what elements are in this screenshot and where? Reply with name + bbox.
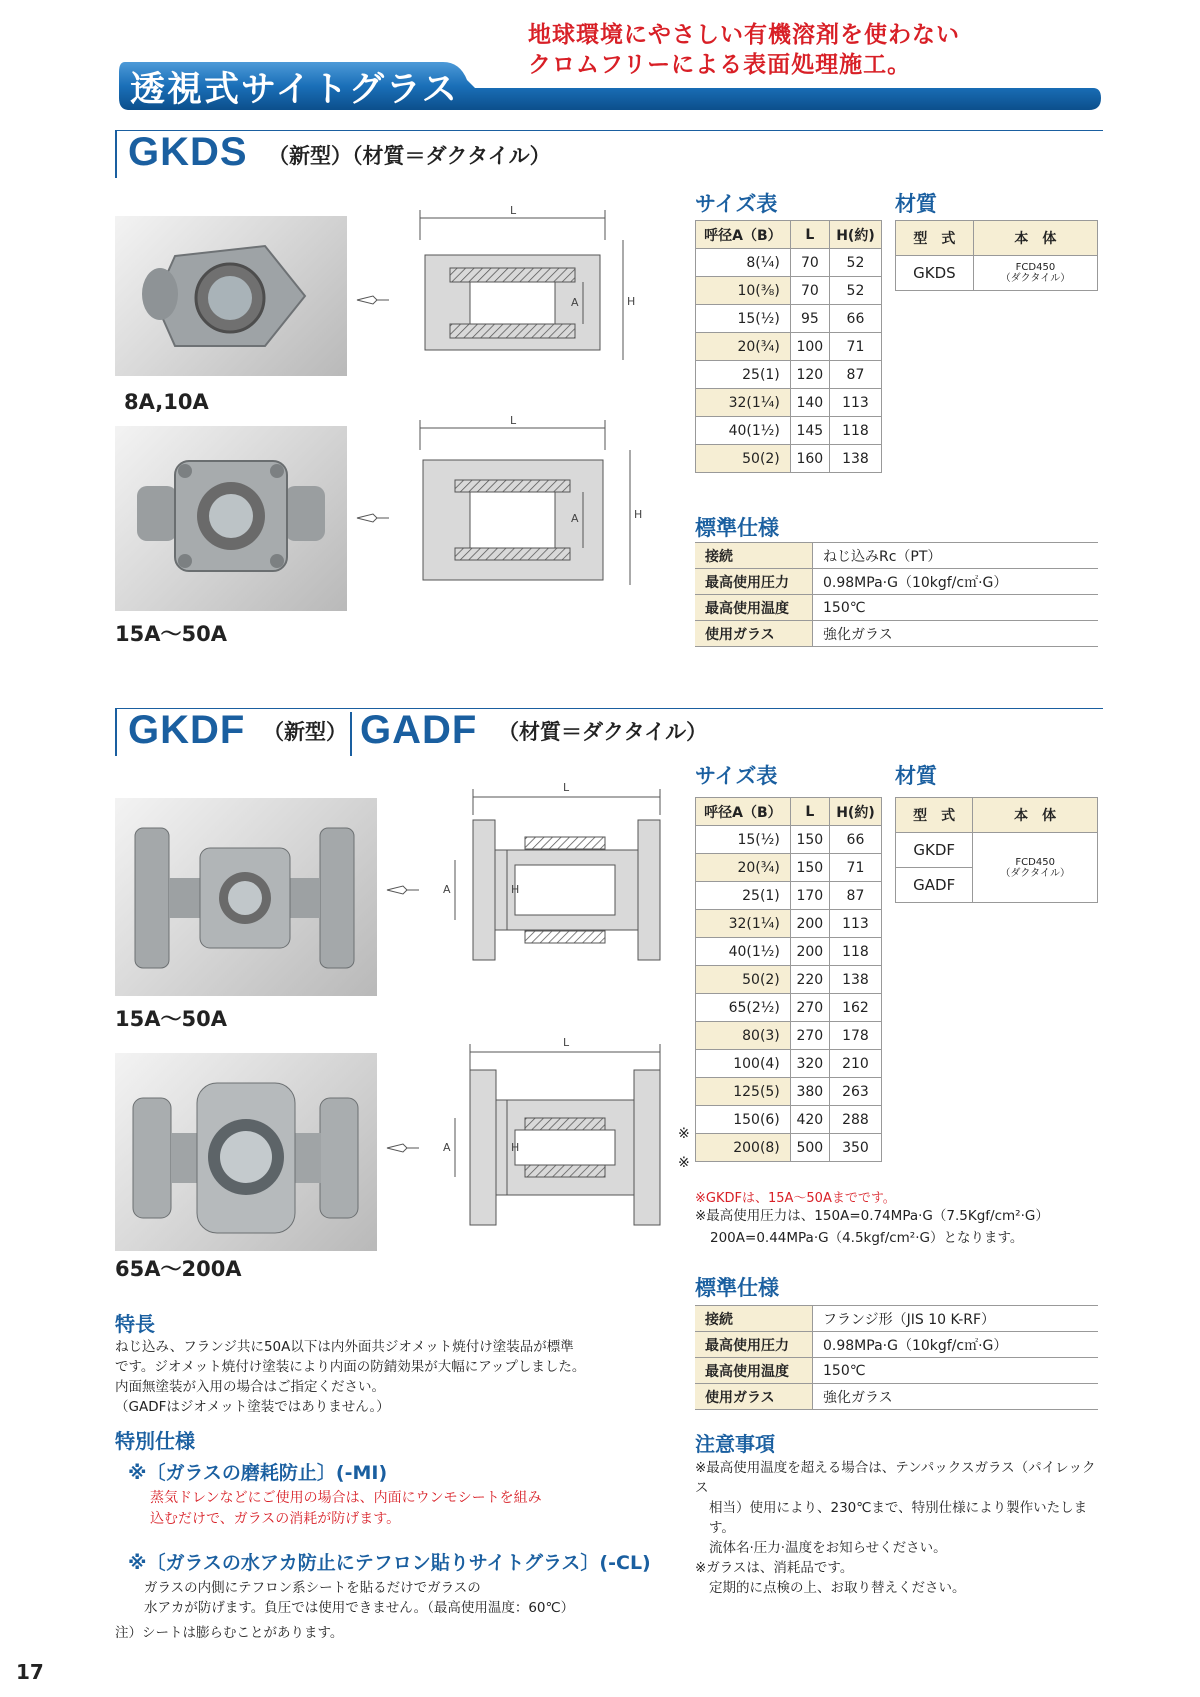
svg-text:L: L (510, 414, 517, 427)
material-model: GKDS (896, 256, 974, 291)
col-header: H(約) (829, 221, 881, 249)
special-title: 特別仕様 (115, 1429, 195, 1453)
table-row: 40(1½) 200 118 (696, 938, 882, 966)
gadf-model: GADF (360, 708, 478, 752)
gkds-photo1-label: 8A,10A (124, 390, 209, 414)
features-text: ねじ込み、フランジ共に50A以下は内外面共ジオメット焼付け塗装品が標準 です。ジオメット焼付け塗装により内面の防錆効果が大幅にアップしました。 内面無塗装が入用の場合はご指定ください。 （GADFはジオメット塗装ではありません。） (115, 1339, 586, 1415)
table-row: 200(8) 500 350 (696, 1134, 882, 1162)
gkdf-spec-title: 標準仕様 (695, 1276, 779, 1300)
material-model-gadf: GADF (896, 868, 973, 903)
table-row: 80(3) 270 178 (696, 1022, 882, 1050)
svg-text:L: L (563, 781, 570, 794)
spec-row: 接続 フランジ形（JIS 10 K-RF） (695, 1306, 1098, 1332)
col-header: 呼径A（B） (696, 221, 791, 249)
col-header: 型 式 (896, 798, 973, 833)
spec-row: 使用ガラス 強化ガラス (695, 1384, 1098, 1410)
special1-text: 蒸気ドレンなどにご使用の場合は、内面にウンモシートを組み 込むだけで、ガラスの消耗が防げます。 (150, 1490, 542, 1527)
material-body: FCD450 （ダクタイル） (973, 256, 1097, 291)
gkds-head-line (115, 130, 1103, 131)
gadf-sub: （材質＝ダクタイル） (498, 720, 708, 744)
special1-title: ※〔ガラスの磨耗防止〕(-MI) (128, 1462, 388, 1484)
gkdf-model: GKDF (128, 708, 246, 752)
page-number: 17 (16, 1660, 44, 1684)
table-row: 15(½) 150 66 (696, 826, 882, 854)
spec-row: 最高使用温度 150℃ (695, 595, 1098, 621)
row-mark-200: ※ (678, 1155, 690, 1171)
gkdf-head-line (115, 708, 1103, 709)
eco-line-2: クロムフリーによる表面処理施工。 (528, 52, 912, 78)
page-title: 透視式サイトグラス (130, 70, 459, 110)
table-row: 50(2) 160 138 (696, 445, 882, 473)
table-row: 10(⅜) 70 52 (696, 277, 882, 305)
svg-text:H: H (511, 1141, 520, 1154)
gkdf-diagram-small (385, 775, 670, 965)
gkds-material-title: 材質 (895, 192, 937, 216)
gkdf-photo-small (115, 798, 377, 996)
features-title: 特長 (115, 1312, 155, 1336)
gkds-photo-small (115, 216, 347, 376)
gkds-size-table (695, 220, 882, 473)
table-row: 32(1¼) 200 113 (696, 910, 882, 938)
gkds-subtitle: （新型）（材質＝ダクタイル） (268, 144, 551, 168)
gkdf-note2: 200A=0.44MPa·G（4.5kgf/cm²·G）となります。 (710, 1230, 1024, 1246)
col-header: 本 体 (973, 798, 1098, 833)
spec-row: 使用ガラス 強化ガラス (695, 621, 1098, 647)
cautions-text: ※最高使用温度を超える場合は、テンパックスガラス（パイレックス 相当）使用により、230℃まで、特別仕様により製作いたします。 流体名·圧力·温度をお知らせください。 ※ガラスは、消耗品です。 定期的に点検の上、お取り替えください。 (695, 1460, 1096, 1596)
table-row: 125(5) 380 263 (696, 1078, 882, 1106)
table-row: 20(¾) 150 71 (696, 854, 882, 882)
svg-text:A: A (571, 512, 579, 525)
gkdf-material-title: 材質 (895, 764, 937, 788)
svg-text:H: H (627, 295, 636, 308)
svg-text:A: A (443, 1141, 451, 1154)
table-row: 40(1½) 145 118 (696, 417, 882, 445)
col-header: 型 式 (896, 221, 974, 256)
gkdf-spec-table (695, 1305, 1098, 1410)
gkdf-divider (350, 712, 354, 756)
gkds-head-bar (115, 130, 119, 178)
gkdf-head-bar (115, 708, 119, 756)
table-row: 20(¾) 100 71 (696, 333, 882, 361)
gkdf-diagram-large (385, 1030, 670, 1230)
row-mark-150: ※ (678, 1126, 690, 1142)
gkdf-photo1-label: 15A～50A (115, 1007, 227, 1031)
svg-text:A: A (443, 883, 451, 896)
gkds-spec-table (695, 542, 1098, 647)
cautions-title: 注意事項 (695, 1432, 775, 1456)
spec-row: 接続 ねじ込みRc（PT） (695, 543, 1098, 569)
eco-line-1: 地球環境にやさしい有機溶剤を使わない (528, 22, 960, 48)
spec-row: 最高使用圧力 0.98MPa·G（10kgf/c㎡·G） (695, 1332, 1098, 1358)
gkdf-sub: （新型） (263, 720, 347, 744)
gkdf-note1: ※最高使用圧力は、150A=0.74MPa·G（7.5Kgf/cm²·G） (695, 1208, 1049, 1224)
gkds-model: GKDS (128, 130, 248, 174)
svg-text:H: H (511, 883, 520, 896)
col-header: L (790, 798, 829, 826)
material-model-gkdf: GKDF (896, 833, 973, 868)
col-header: L (790, 221, 829, 249)
special-note: 注）シートは膨らむことがあります。 (115, 1625, 344, 1641)
material-body: FCD450 （ダクタイル） (973, 833, 1098, 903)
svg-text:H: H (634, 508, 643, 521)
table-row: 15(½) 95 66 (696, 305, 882, 333)
gkds-size-title: サイズ表 (695, 192, 778, 216)
gkdf-photo2-label: 65A～200A (115, 1257, 242, 1281)
gkds-spec-title: 標準仕様 (695, 516, 779, 540)
spec-row: 最高使用圧力 0.98MPa·G（10kgf/c㎡·G） (695, 569, 1098, 595)
special2-text: ガラスの内側にテフロン系シートを貼るだけでガラスの 水アカが防げます。負圧では使用できません。（最高使用温度：60℃） (144, 1580, 575, 1616)
special2-title: ※〔ガラスの水アカ防止にテフロン貼りサイトグラス〕(-CL) (128, 1552, 651, 1574)
gkds-diagram-small (355, 200, 665, 370)
gkdf-note-red: ※GKDFは、15A～50Aまでです。 (695, 1191, 896, 1206)
table-row: 50(2) 220 138 (696, 966, 882, 994)
table-row: 150(6) 420 288 (696, 1106, 882, 1134)
table-row: 25(1) 170 87 (696, 882, 882, 910)
svg-text:A: A (571, 296, 579, 309)
gkdf-size-table (695, 797, 882, 1162)
col-header: H(約) (829, 798, 881, 826)
table-row: 8(¼) 70 52 (696, 249, 882, 277)
table-row: 25(1) 120 87 (696, 361, 882, 389)
gkdf-photo-large (115, 1053, 377, 1251)
spec-row: 最高使用温度 150℃ (695, 1358, 1098, 1384)
gkds-photo-large (115, 426, 347, 611)
table-row: 100(4) 320 210 (696, 1050, 882, 1078)
svg-text:L: L (510, 204, 517, 217)
col-header: 本 体 (973, 221, 1097, 256)
table-row: 32(1¼) 140 113 (696, 389, 882, 417)
gkds-diagram-large (355, 410, 665, 595)
gkdf-material-table (895, 797, 1098, 903)
col-header: 呼径A（B） (696, 798, 791, 826)
table-row: 65(2½) 270 162 (696, 994, 882, 1022)
gkds-material-table (895, 220, 1098, 291)
gkdf-size-title: サイズ表 (695, 764, 778, 788)
gkds-photo2-label: 15A～50A (115, 622, 227, 646)
svg-text:L: L (563, 1036, 570, 1049)
